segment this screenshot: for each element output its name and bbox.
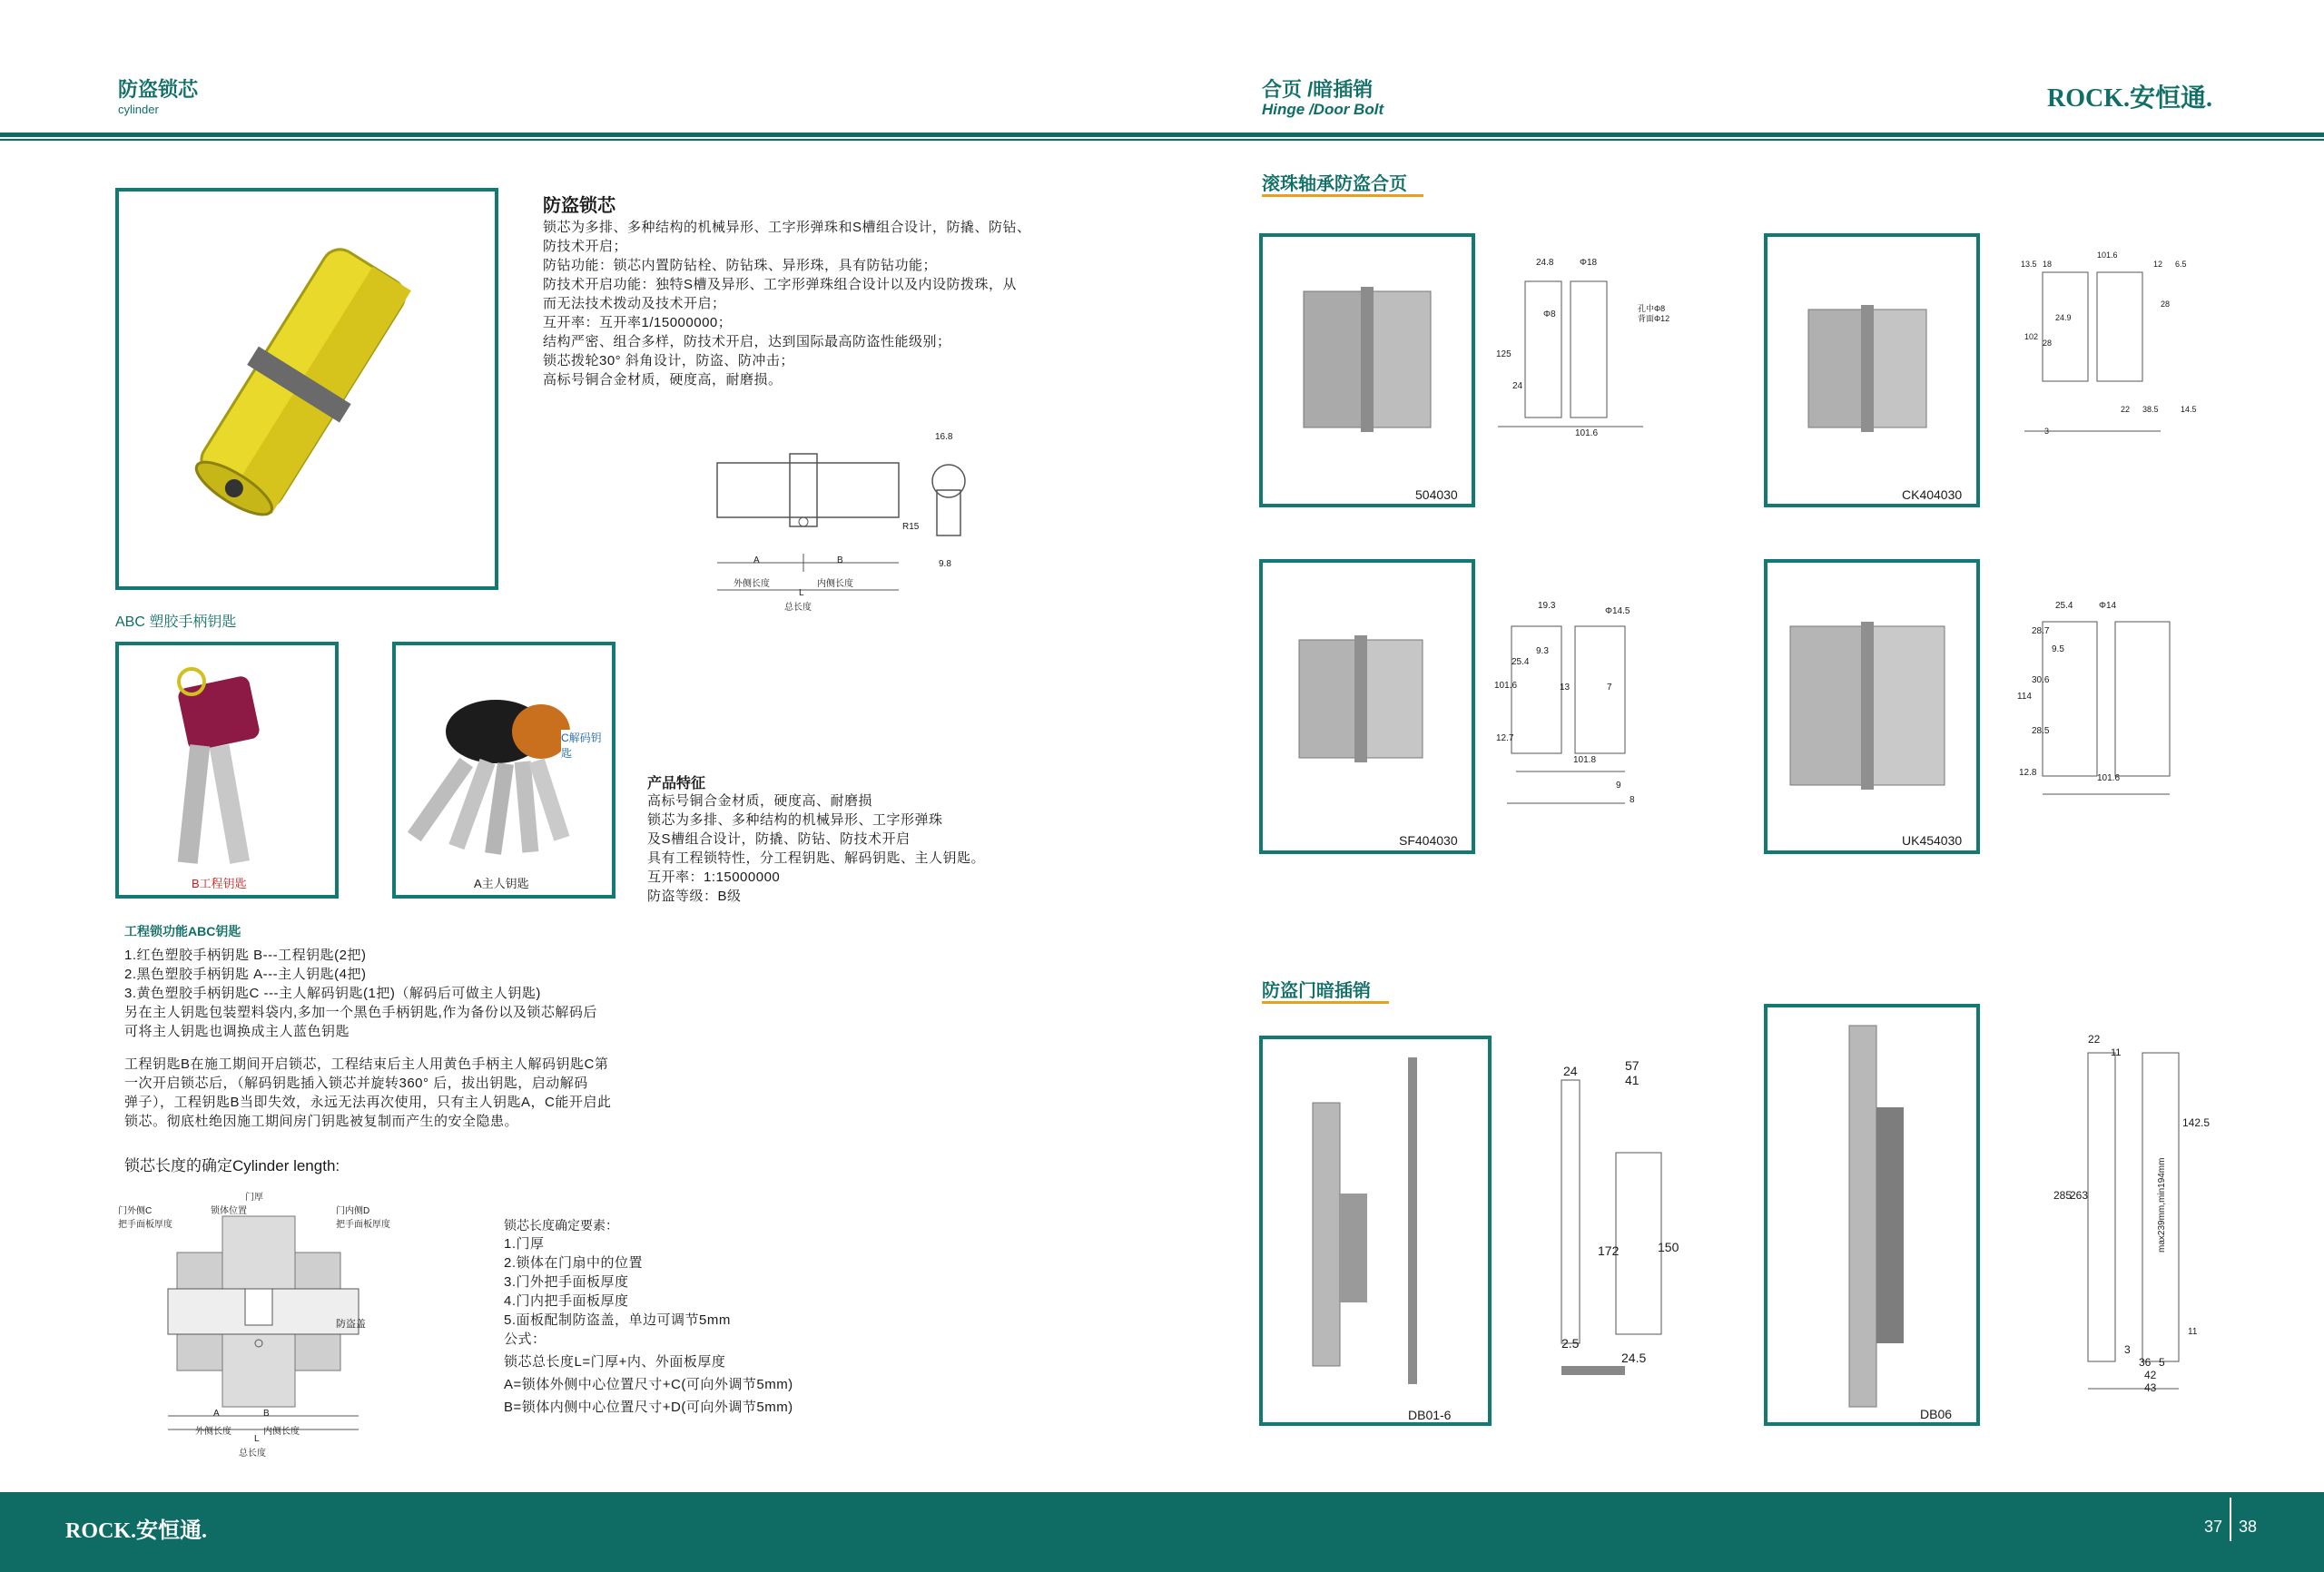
key-b-frame [115,642,339,899]
cyl-dim-l: L [799,588,804,598]
hinge-uk454030-dim: 25.4 [2055,601,2073,611]
cylinder-desc-line: 锁芯为多排、多种结构的机械异形、工字形弹珠和S槽组合设计，防撬、防钻、 [543,220,1031,235]
len-b: B [263,1409,270,1419]
abc-func-line: 2.黑色塑胶手柄钥匙 A---主人钥匙(4把) [124,967,367,982]
left-header-title: 防盗锁芯 [118,78,199,101]
bolt-db06-dim: max239mm,min194mm [2157,1157,2167,1253]
bolt-db06-code: DB06 [1920,1407,1953,1421]
cyl-dim-a: A [753,555,760,565]
hinge-ck404030-dim: 28 [2043,339,2053,348]
len-inner: 内侧长度 [263,1427,300,1437]
hinge-uk454030-frame [1764,559,1980,854]
hinge-sf404030-dim: 101.8 [1573,755,1597,765]
bolt-db01-6-dim: 150 [1658,1240,1679,1254]
cyl-dim-b: B [837,555,843,565]
len-total: 总长度 [239,1449,266,1459]
feature-line: 具有工程锁特性，分工程钥匙、解码钥匙、主人钥匙。 [647,850,986,866]
bolt-section-underline [1262,1001,1389,1004]
hinge-504030-dim: 24.8 [1536,258,1554,268]
bolt-db06-dim: 11 [2188,1327,2198,1337]
cyl-dim-inner: 内侧长度 [817,579,853,589]
abc-usage-text [124,1055,651,1131]
hinge-504030-dim: 125 [1496,349,1512,359]
hinge-uk454030-dim: Φ14 [2099,601,2117,611]
bolt-db06-dim: 36 [2139,1356,2152,1369]
bolt-db01-6-image [1263,1039,1488,1422]
abc-func-line: 另在主人钥匙包装塑料袋内,多加一个黑色手柄钥匙,作为备份以及锁芯解码后 [124,1005,597,1020]
footer-brand: ROCK.安恒通. [65,1519,207,1543]
cylinder-length-title: 锁芯长度的确定Cylinder length: [124,1157,340,1174]
feature-line: 锁芯为多排、多种结构的机械异形、工字形弹珠 [647,812,943,828]
hinge-ck404030-dim: 12 [2153,260,2163,269]
right-header-subtitle: Hinge /Door Bolt [1262,101,1384,118]
hinge-sf404030-dim: 13 [1560,683,1571,693]
abc-usage-line: 弹子），工程钥匙B当即失效，永远无法再次使用，只有主人钥匙A，C能开启此 [124,1095,612,1110]
hinge-ck404030-frame [1764,233,1980,507]
key-b-caption: B工程钥匙 [192,877,247,890]
header-rule [0,133,2324,137]
abc-keys-title: ABC 塑胶手柄钥匙 [115,614,237,630]
footer-page-right: 38 [2239,1518,2258,1536]
hinge-section-underline [1262,194,1423,197]
hinge-ck404030-dim: 14.5 [2181,405,2197,414]
hinge-ck404030-dim: 22 [2121,405,2131,414]
bolt-db01-6-dim: 2.5 [1561,1336,1580,1351]
cylinder-desc-line: 防技术开启； [543,239,628,254]
hinge-uk454030-dim: 9.5 [2052,644,2064,654]
bolt-db06-dim: 22 [2088,1033,2101,1046]
bolt-db01-6-dim: 172 [1598,1243,1620,1258]
left-header-subtitle: cylinder [118,103,159,116]
cylinder-desc-line: 高标号铜合金材质，硬度高，耐磨损。 [543,372,783,388]
len-door-outer: 门外侧C [118,1206,153,1216]
len-a: A [213,1409,220,1419]
hinge-sf404030-dim: 25.4 [1512,657,1530,667]
hinge-ck404030-code: CK404030 [1902,487,1963,502]
bolt-db01-6-dim: 57 [1625,1058,1640,1073]
bolt-db06-image [1768,1007,1976,1422]
bolt-section-title: 防盗门暗插销 [1262,981,1371,1001]
hinge-ck404030-dim: 6.5 [2175,260,2187,269]
hinge-uk454030-image [1768,563,1976,850]
len-inner-plate: 把手面板厚度 [336,1220,390,1230]
key-a-frame [392,642,615,899]
length-req-line: 4.门内把手面板厚度 [504,1293,629,1309]
hinge-sf404030-dim: 7 [1607,683,1612,693]
cyl-dim-r: R15 [902,522,920,532]
bolt-db01-6-dim: 24.5 [1621,1351,1647,1365]
len-l: L [254,1434,260,1444]
length-req-line: 2.锁体在门扇中的位置 [504,1255,644,1271]
len-guard: 防盗盖 [336,1319,366,1330]
bolt-db06-dim: 285 [2053,1189,2073,1202]
cylinder-desc-line: 锁芯拨轮30° 斜角设计，防盗、防冲击； [543,353,794,368]
bolt-db06-drawing [2043,1035,2224,1398]
length-req-list [504,1234,849,1417]
hinge-ck404030-dim: 18 [2043,260,2053,269]
hinge-uk454030-dim: 28.7 [2032,626,2050,636]
hinge-504030-dim: 101.6 [1575,428,1599,438]
hinge-uk454030-code: UK454030 [1902,833,1963,848]
hinge-504030-drawing [1489,254,1661,436]
length-req-title: 锁芯长度确定要素： [504,1218,618,1233]
hinge-uk454030-dim: 28.5 [2032,726,2050,736]
len-body-pos: 锁体位置 [211,1206,247,1216]
cylinder-photo-frame [115,188,498,590]
hinge-504030-dim: 背面Φ12 [1638,314,1670,323]
hinge-uk454030-dim: 101.6 [2097,773,2121,783]
bolt-db01-6-frame [1259,1036,1492,1426]
cyl-dim-d: 9.8 [939,559,951,569]
hinge-uk454030-dim: 12.8 [2019,768,2037,778]
cylinder-image [119,192,495,586]
key-c-label: C解码钥匙 [561,730,612,761]
bolt-db06-dim: 42 [2144,1369,2157,1381]
footer-bar [0,1492,2324,1572]
feature-line: 高标号铜合金材质，硬度高、耐磨损 [647,793,873,809]
cyl-dim-outer: 外侧长度 [734,579,770,589]
cylinder-desc-line: 防技术开启功能：独特S槽及异形、工字形弹珠组合设计以及内设防拨珠，从 [543,277,1018,292]
right-header-title: 合页 /暗插销 [1262,78,1374,101]
hinge-sf404030-dim: 12.7 [1496,733,1514,743]
abc-usage-line: 锁芯。彻底杜绝因施工期间房门钥匙被复制而产生的安全隐患。 [124,1114,519,1129]
hinge-ck404030-dim: 101.6 [2097,251,2118,260]
abc-usage-line: 工程钥匙B在施工期间开启锁芯，工程结束后主人用黄色手柄主人解码钥匙C第 [124,1056,609,1072]
hinge-sf404030-image [1263,563,1472,850]
bolt-db06-dim: 142.5 [2182,1116,2211,1129]
footer-page-left: 37 [2204,1518,2223,1536]
bolt-db01-6-dim: 24 [1563,1064,1578,1078]
hinge-sf404030-dim: 19.3 [1538,601,1556,611]
formula-line: 锁芯总长度L=门厚+内、外面板厚度 [504,1354,726,1370]
features-list [647,791,1010,906]
bolt-db06-dim: 5 [2159,1356,2165,1369]
hinge-ck404030-drawing [2015,250,2188,431]
hinge-ck404030-dim: 102 [2024,332,2039,341]
formula-title: 公式： [504,1331,547,1347]
hinge-sf404030-frame [1259,559,1475,854]
len-outer: 外侧长度 [195,1427,231,1437]
hinge-sf404030-dim: 101.6 [1494,681,1518,691]
abc-func-line: 3.黄色塑胶手柄钥匙C ---主人解码钥匙(1把)（解码后可做主人钥匙) [124,986,541,1001]
bolt-db06-dim: 43 [2144,1381,2157,1394]
bolt-db06-dim: 11 [2111,1047,2122,1058]
hinge-sf404030-drawing [1489,599,1670,844]
hinge-ck404030-dim: 24.9 [2055,313,2072,322]
feature-line: 互开率：1:15000000 [647,870,781,885]
len-door-thick: 门厚 [245,1193,263,1203]
key-b-image [119,645,335,895]
hinge-ck404030-dim: 38.5 [2142,405,2159,414]
cyl-dim-w: 16.8 [935,432,953,442]
bolt-db06-dim: 263 [2070,1189,2089,1202]
hinge-504030-code: 504030 [1415,487,1458,502]
hinge-uk454030-dim: 30.6 [2032,675,2050,685]
key-a-caption: A主人钥匙 [474,877,529,890]
abc-func-line: 1.红色塑胶手柄钥匙 B---工程钥匙(2把) [124,948,367,963]
cylinder-title: 防盗锁芯 [543,196,615,216]
hinge-504030-dim: 孔中Φ8 [1638,304,1666,313]
hinge-504030-frame [1259,233,1475,507]
len-outer-plate: 把手面板厚度 [118,1220,172,1230]
bolt-db06-dim: 3 [2124,1343,2131,1356]
length-req-line: 3.门外把手面板厚度 [504,1274,629,1290]
hinge-section-title: 滚珠轴承防盗合页 [1262,174,1407,194]
feature-line: 及S槽组合设计，防撬、防钻、防技术开启 [647,831,911,847]
header-rule-thin [0,139,2324,141]
hinge-504030-image [1263,237,1472,504]
cylinder-desc-line: 互开率：互开率1/15000000； [543,315,733,330]
formula-line: A=锁体外侧中心位置尺寸+C(可向外调节5mm) [504,1377,793,1392]
length-req-line: 1.门厚 [504,1236,545,1252]
hinge-sf404030-code: SF404030 [1399,833,1458,848]
cylinder-desc-line: 结构严密、组合多样，防技术开启，达到国际最高防盗性能级别； [543,334,951,349]
length-req-line: 5.面板配制防盗盖，单边可调节5mm [504,1312,731,1328]
len-door-inner: 门内侧D [336,1206,370,1216]
hinge-ck404030-image [1768,237,1976,504]
cylinder-desc-line: 而无法技术拨动及技术开启； [543,296,726,311]
bolt-db01-6-code: DB01-6 [1408,1408,1452,1422]
features-title: 产品特征 [647,776,706,791]
hinge-504030-dim: 24 [1512,381,1523,391]
hinge-ck404030-dim: 28 [2161,300,2171,309]
bolt-db01-6-dim: 41 [1625,1073,1640,1087]
abc-func-line: 可将主人钥匙也调换成主人蓝色钥匙 [124,1024,350,1039]
abc-function-list [124,946,651,1041]
abc-usage-line: 一次开启锁芯后，（解码钥匙插入锁芯并旋转360° 后，拔出钥匙，启动解码 [124,1076,588,1091]
cylinder-desc-line: 防钻功能：锁芯内置防钻栓、防钻珠、异形珠，具有防钻功能； [543,258,938,273]
hinge-ck404030-dim: 3 [2044,427,2050,436]
hinge-sf404030-dim: Φ14.5 [1605,606,1630,616]
hinge-504030-dim: Φ8 [1543,309,1556,319]
hinge-sf404030-dim: 9.3 [1536,646,1549,656]
hinge-uk454030-dim: 114 [2017,692,2032,702]
hinge-504030-dim: Φ18 [1580,258,1598,268]
footer-page-divider [2230,1498,2231,1541]
hinge-sf404030-dim: 8 [1630,795,1635,805]
abc-function-title: 工程锁功能ABC钥匙 [124,924,241,938]
hinge-sf404030-dim: 9 [1616,781,1621,791]
cyl-dim-total: 总长度 [784,603,812,613]
formula-line: B=锁体内侧中心位置尺寸+D(可向外调节5mm) [504,1400,793,1415]
feature-line: 防盗等级：B级 [647,889,742,904]
key-a-image [396,645,612,895]
bolt-db06-frame [1764,1004,1980,1426]
brand-logo: ROCK.安恒通. [2047,84,2213,113]
hinge-ck404030-dim: 13.5 [2021,260,2037,269]
cylinder-desc [543,218,1051,389]
